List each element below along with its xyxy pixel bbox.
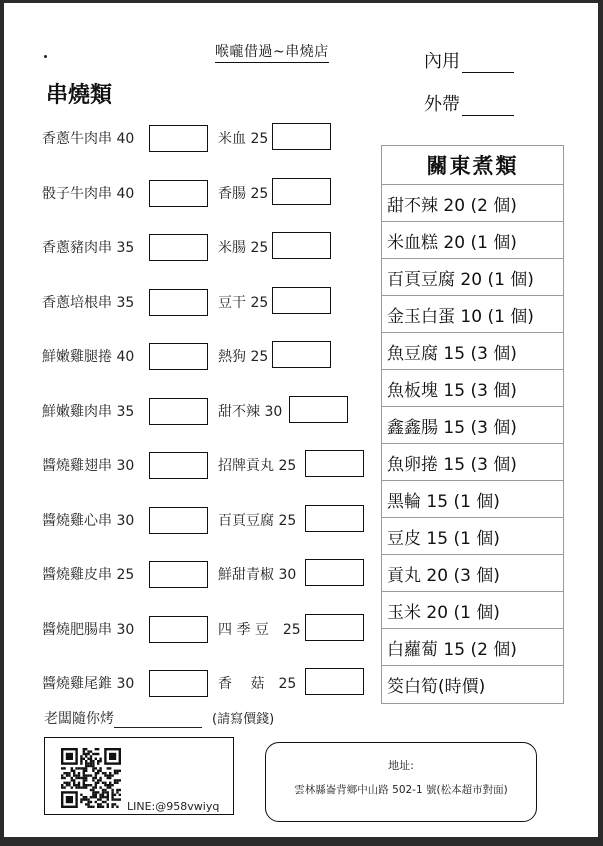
kanto-item: 鑫鑫腸 15 (3 個) [382, 407, 563, 444]
skewer-left-label: 鮮嫩雞腿捲 40 [42, 349, 135, 365]
skewer-left-qty-box[interactable] [149, 507, 208, 534]
kanto-item: 魚豆腐 15 (3 個) [382, 333, 563, 370]
skewer-left-qty-box[interactable] [149, 561, 208, 588]
skewer-right-label: 米血 25 [218, 131, 269, 147]
skewer-right-qty-box[interactable] [305, 668, 364, 695]
skewer-right-qty-box[interactable] [272, 123, 331, 150]
qr-code-icon [61, 748, 121, 808]
dine-in-field[interactable] [424, 47, 514, 73]
line-qr-box [44, 737, 234, 815]
skewer-left-label: 醬燒雞皮串 25 [42, 567, 135, 583]
skewer-right-label: 百頁豆腐 25 [218, 512, 297, 529]
takeout-line [462, 97, 514, 116]
skewer-right-label: 鮮甜青椒 30 [218, 567, 297, 583]
kanto-item: 金玉白蛋 10 (1 個) [382, 296, 563, 333]
skewer-left-qty-box[interactable] [149, 452, 208, 479]
kanto-item: 白蘿蔔 15 (2 個) [382, 629, 563, 666]
skewer-left-label: 香蔥培根串 35 [42, 294, 135, 311]
skewer-left-qty-box[interactable] [149, 289, 208, 316]
skewer-right-label: 豆干 25 [218, 294, 269, 311]
skewer-left-label: 香蔥豬肉串 35 [42, 240, 135, 256]
kanto-item: 魚板塊 15 (3 個) [382, 370, 563, 407]
skewer-left-qty-box[interactable] [149, 125, 208, 152]
skewer-right-qty-box[interactable] [272, 232, 331, 259]
skewer-left-qty-box[interactable] [149, 670, 208, 697]
shop-name: 喉嚨借過~串燒店 [215, 44, 329, 63]
dot-mark [44, 55, 47, 58]
address-box [265, 742, 537, 822]
skewer-right-label: 米腸 25 [218, 240, 269, 256]
skewer-left-qty-box[interactable] [149, 343, 208, 370]
skewer-left-qty-box[interactable] [149, 616, 208, 643]
menu-page [4, 3, 598, 837]
custom-order[interactable] [44, 708, 274, 728]
kanto-item: 玉米 20 (1 個) [382, 592, 563, 629]
address-text: 雲林縣崙背鄉中山路 502-1 號(松本超市對面) [294, 784, 508, 796]
skewer-right-label: 四 季 豆 25 [218, 621, 301, 638]
kanto-title: 關東煮類 [382, 146, 563, 185]
skewer-right-label: 甜不辣 30 [218, 403, 283, 420]
skewer-right-qty-box[interactable] [272, 287, 331, 314]
skewer-right-label: 香 菇 25 [218, 676, 297, 692]
address-label: 地址: [388, 759, 414, 772]
kanto-item: 百頁豆腐 20 (1 個) [382, 259, 563, 296]
takeout-label: 外帶 [424, 94, 460, 115]
custom-note: (請寫價錢) [212, 712, 275, 727]
custom-label: 老闆隨你烤 [44, 711, 114, 727]
skewers-title: 串燒類 [46, 82, 113, 108]
kanto-item: 貢丸 20 (3 個) [382, 555, 563, 592]
skewer-left-label: 醬燒雞心串 30 [42, 512, 135, 529]
skewer-left-label: 醬燒雞翅串 30 [42, 458, 135, 474]
kanto-table [381, 145, 564, 704]
skewer-right-label: 招牌貢丸 25 [218, 458, 297, 474]
kanto-item: 黑輪 15 (1 個) [382, 481, 563, 518]
kanto-item: 豆皮 15 (1 個) [382, 518, 563, 555]
dine-in-label: 內用 [424, 51, 460, 72]
skewer-left-qty-box[interactable] [149, 234, 208, 261]
skewer-left-label: 醬燒雞尾錐 30 [42, 676, 135, 692]
skewer-right-qty-box[interactable] [305, 450, 364, 477]
skewer-right-qty-box[interactable] [305, 505, 364, 532]
kanto-item: 魚卵捲 15 (3 個) [382, 444, 563, 481]
skewer-right-qty-box[interactable] [289, 396, 348, 423]
skewer-left-label: 鮮嫩雞肉串 35 [42, 403, 135, 420]
skewer-right-label: 香腸 25 [218, 185, 269, 202]
kanto-item: 甜不辣 20 (2 個) [382, 185, 563, 222]
custom-line [114, 713, 202, 728]
skewer-left-qty-box[interactable] [149, 180, 208, 207]
skewer-left-qty-box[interactable] [149, 398, 208, 425]
skewer-right-qty-box[interactable] [305, 614, 364, 641]
skewer-right-label: 熱狗 25 [218, 349, 269, 365]
dine-in-line [462, 54, 514, 73]
kanto-item: 米血糕 20 (1 個) [382, 222, 563, 259]
kanto-rows [382, 185, 563, 703]
takeout-field[interactable] [424, 90, 514, 116]
skewer-right-qty-box[interactable] [305, 559, 364, 586]
skewer-left-label: 醬燒肥腸串 30 [42, 621, 135, 638]
skewer-right-qty-box[interactable] [272, 178, 331, 205]
skewer-right-qty-box[interactable] [272, 341, 331, 368]
skewer-left-label: 香蔥牛肉串 40 [42, 131, 135, 147]
kanto-item: 筊白筍(時價) [387, 677, 486, 697]
line-id: LINE:@958vwiyq [127, 800, 220, 813]
skewer-left-label: 骰子牛肉串 40 [42, 185, 135, 202]
